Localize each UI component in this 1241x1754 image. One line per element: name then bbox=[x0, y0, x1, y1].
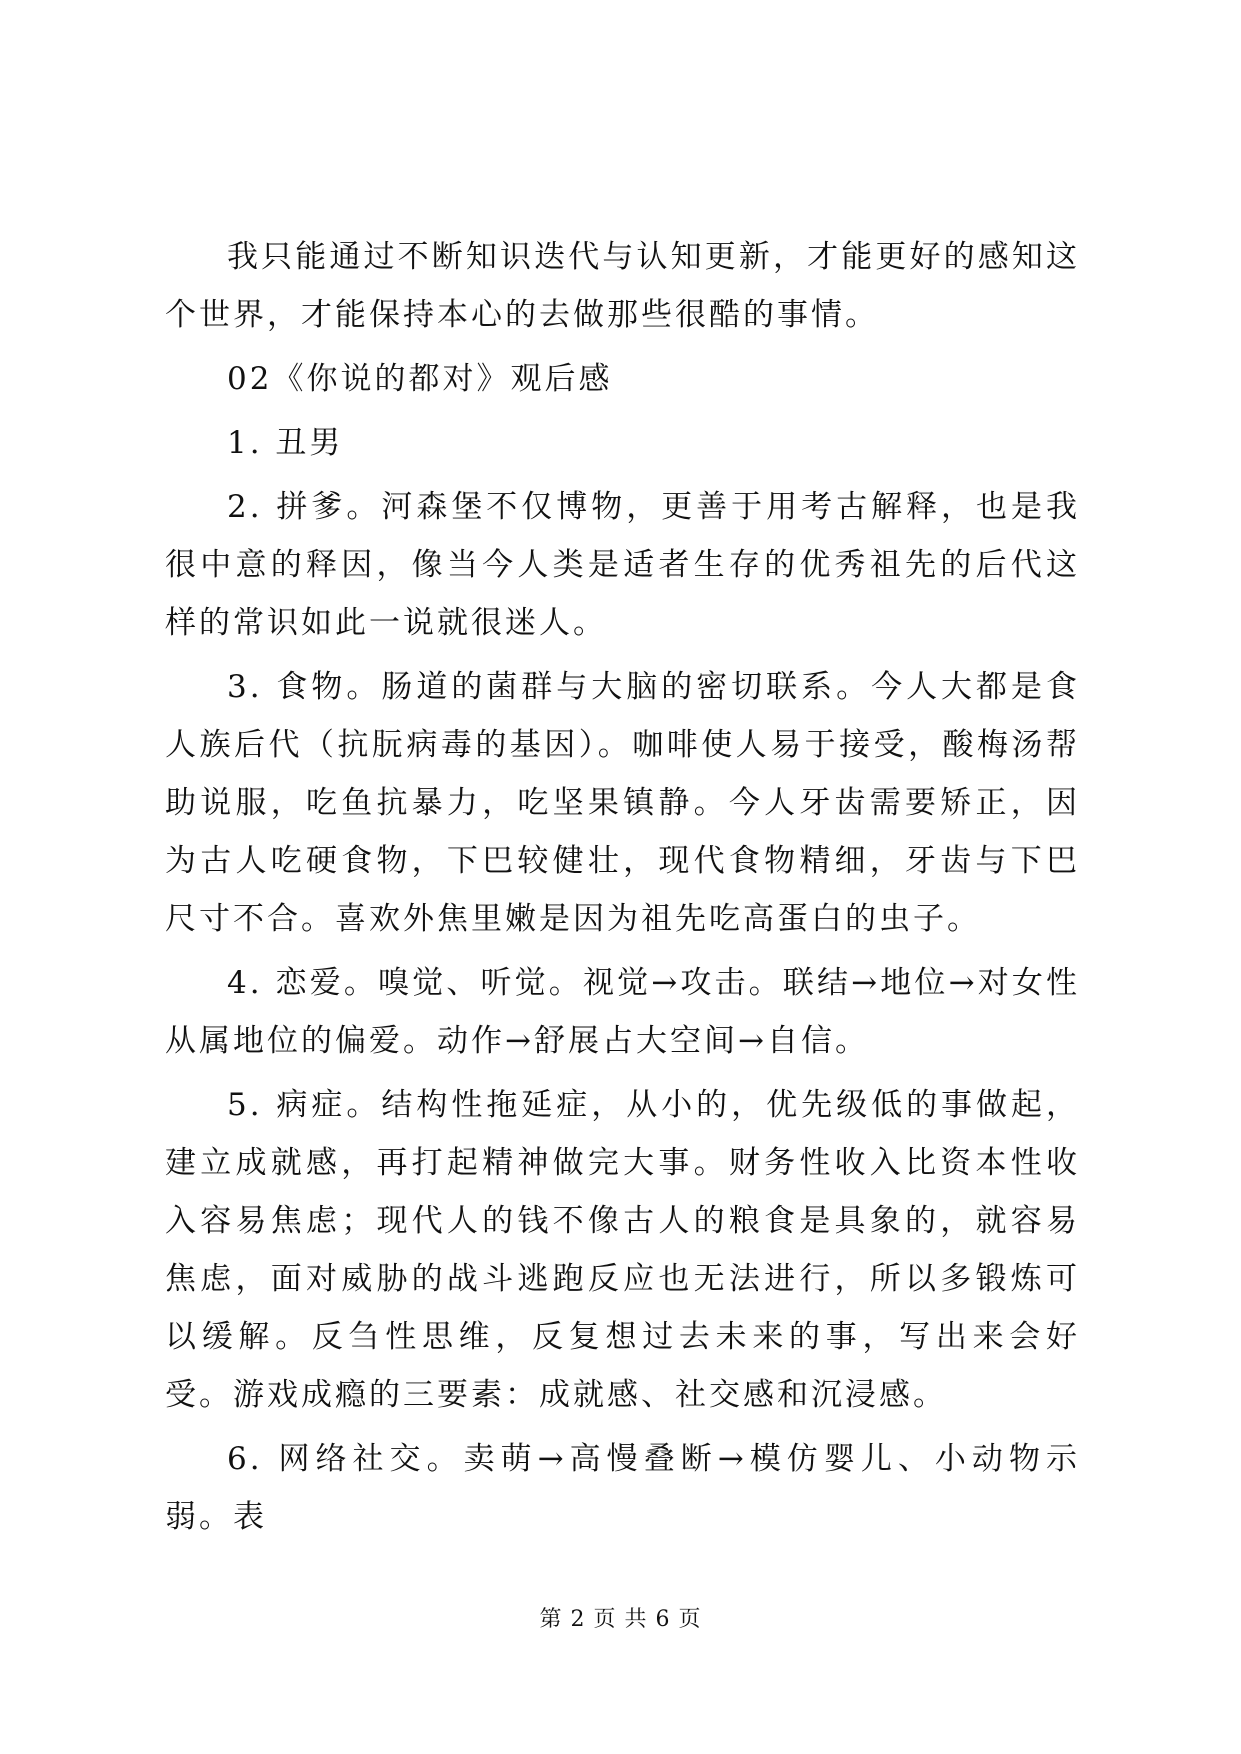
paragraph-conclusion: 我只能通过不断知识迭代与认知更新，才能更好的感知这个世界，才能保持本心的去做那些很酷的事情。 bbox=[165, 239, 1080, 333]
list-item-2: 2. 拼爹。河森堡不仅博物，更善于用考古解释，也是我很中意的释因，像当今人类是适者生存的优秀祖先的后代这样的常识如此一说就很迷人。 bbox=[165, 489, 1080, 641]
list-item-1: 1. 丑男 bbox=[227, 425, 344, 461]
section-heading: 02《你说的都对》观后感 bbox=[227, 361, 613, 397]
list-item-5: 5. 病症。结构性拖延症，从小的，优先级低的事做起，建立成就感，再打起精神做完大事。财务性收入比资本性收入容易焦虑；现代人的钱不像古人的粮食是具象的，就容易焦虑，面对威胁的战斗逃跑反应也无法进行，所以多锻炼可以缓解。反刍性思维，反复想过去未来的事，写出来会好受。游戏成瘾的三要素：成就感、社交感和沉浸感。 bbox=[165, 1087, 1080, 1413]
list-item-3: 3. 食物。肠道的菌群与大脑的密切联系。今人大都是食人族后代（抗朊病毒的基因）。咖啡使人易于接受，酸梅汤帮助说服，吃鱼抗暴力，吃坚果镇静。今人牙齿需要矫正，因为古人吃硬食物，下巴较健壮，现代食物精细，牙齿与下巴尺寸不合。喜欢外焦里嫩是因为祖先吃高蛋白的虫子。 bbox=[165, 669, 1080, 937]
list-item-6: 6. 网络社交。卖萌→高慢叠断→模仿婴儿、小动物示弱。表 bbox=[165, 1441, 1080, 1535]
page-number-footer: 第 2 页 共 6 页 bbox=[539, 1607, 702, 1632]
document-body bbox=[165, 228, 1080, 1546]
list-item-4: 4. 恋爱。嗅觉、听觉。视觉→攻击。联结→地位→对女性从属地位的偏爱。动作→舒展占大空间→自信。 bbox=[165, 965, 1080, 1059]
